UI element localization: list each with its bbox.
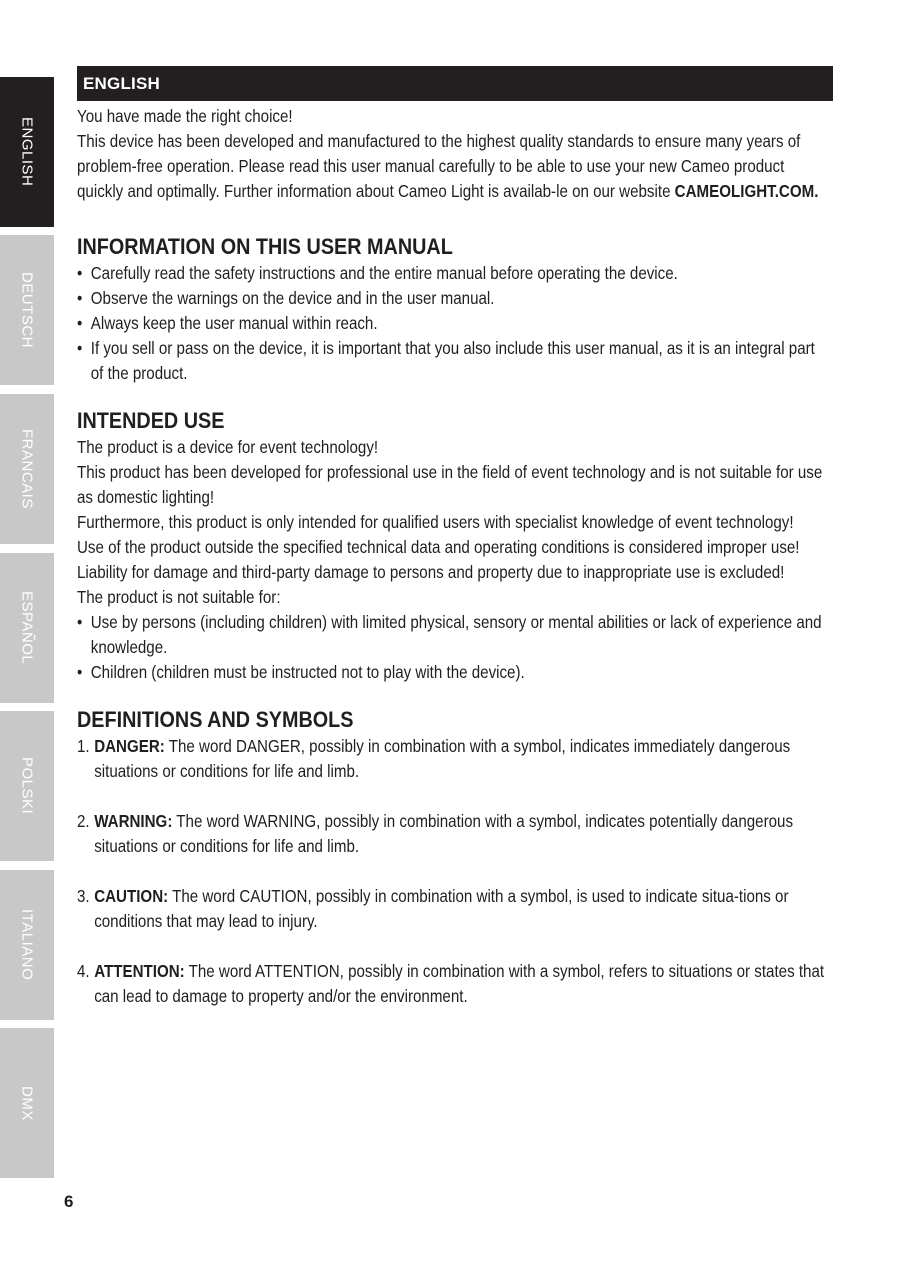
tab-label: ITALIANO <box>18 909 36 981</box>
definitions-section <box>77 706 833 1009</box>
definition-text: The word WARNING, possibly in combination with a symbol, indicates potentially dangerous situations or conditions for life and limb. <box>94 811 794 856</box>
definition-item <box>77 809 831 859</box>
item-number: 3. <box>77 886 90 906</box>
tab-label: POLSKI <box>18 757 36 815</box>
intro-body <box>77 129 831 204</box>
section-heading: INFORMATION ON THIS USER MANUAL <box>77 234 453 259</box>
list-item: • If you sell or pass on the device, it is important that you also include this user manual, as it is an integral part of the product. <box>77 336 831 386</box>
paragraph: The product is a device for event technology! <box>77 437 379 457</box>
tab-espanol[interactable] <box>0 553 54 703</box>
tab-dmx[interactable] <box>0 1028 54 1178</box>
language-header-bar: ENGLISH <box>77 66 833 101</box>
item-number: 1. <box>77 736 90 756</box>
tab-deutsch[interactable] <box>0 235 54 385</box>
intended-use-section <box>77 407 833 685</box>
intro-text: This device has been developed and manufactured to the highest quality standards to ensure many years of problem-free operation. Please read this user manual carefully to be able to use your new Cameo product quickly and optimally. Further information about Cameo Light is availab-le on our website <box>77 131 801 201</box>
definition-term: CAUTION: <box>94 886 169 906</box>
tab-label: FRANCAIS <box>18 429 36 509</box>
page-content <box>77 66 833 1034</box>
paragraph: Furthermore, this product is only intended for qualified users with specialist knowledge of event technology! <box>77 512 794 532</box>
paragraph: Liability for damage and third-party damage to persons and property due to inappropriate use is excluded! <box>77 562 785 582</box>
definition-item <box>77 959 831 1009</box>
tab-francais[interactable] <box>0 394 54 544</box>
definition-text: The word DANGER, possibly in combination with a symbol, indicates immediately dangerous situations or conditions for life and limb. <box>94 736 791 781</box>
tab-label: DEUTSCH <box>18 271 36 348</box>
manual-info-section <box>77 233 833 386</box>
section-heading: INTENDED USE <box>77 408 225 433</box>
list-item: • Children (children must be instructed not to play with the device). <box>77 660 831 685</box>
paragraph: The product is not suitable for: <box>77 587 281 607</box>
definition-text: The word ATTENTION, possibly in combination with a symbol, refers to situations or states that can lead to damage to property and/or the environment. <box>94 961 825 1006</box>
definition-item <box>77 884 831 934</box>
item-number: 2. <box>77 811 90 831</box>
tab-polski[interactable] <box>0 711 54 861</box>
intro-line: You have made the right choice! <box>77 106 293 126</box>
definitions-list <box>77 734 831 1009</box>
list-item: • Observe the warnings on the device and in the user manual. <box>77 286 831 311</box>
tab-label: ENGLISH <box>18 117 36 187</box>
manual-info-list <box>77 261 831 386</box>
tab-label: ESPAÑOL <box>18 591 36 665</box>
paragraph: Use of the product outside the specified technical data and operating conditions is considered improper use! <box>77 537 800 557</box>
section-heading: DEFINITIONS AND SYMBOLS <box>77 707 354 732</box>
paragraph: This product has been developed for professional use in the field of event technology and is not suitable for use as domestic lighting! <box>77 462 823 507</box>
tab-italiano[interactable] <box>0 870 54 1020</box>
definition-item <box>77 734 831 784</box>
item-number: 4. <box>77 961 90 981</box>
list-item: • Always keep the user manual within reach. <box>77 311 831 336</box>
definition-text: The word CAUTION, possibly in combination with a symbol, is used to indicate situa-tions or conditions that may lead to injury. <box>94 886 789 931</box>
list-item: • Use by persons (including children) with limited physical, sensory or mental abilities or lack of experience and knowledge. <box>77 610 831 660</box>
not-suitable-list <box>77 610 831 685</box>
definition-term: WARNING: <box>94 811 173 831</box>
tab-label: DMX <box>18 1085 36 1121</box>
definition-term: DANGER: <box>94 736 165 756</box>
tab-english[interactable] <box>0 77 54 227</box>
page-number: 6 <box>64 1192 74 1211</box>
intro-section <box>77 104 833 204</box>
definition-term: ATTENTION: <box>94 961 185 981</box>
list-item: • Carefully read the safety instructions and the entire manual before operating the device. <box>77 261 831 286</box>
website-link[interactable]: CAMEOLIGHT.COM. <box>674 181 819 201</box>
